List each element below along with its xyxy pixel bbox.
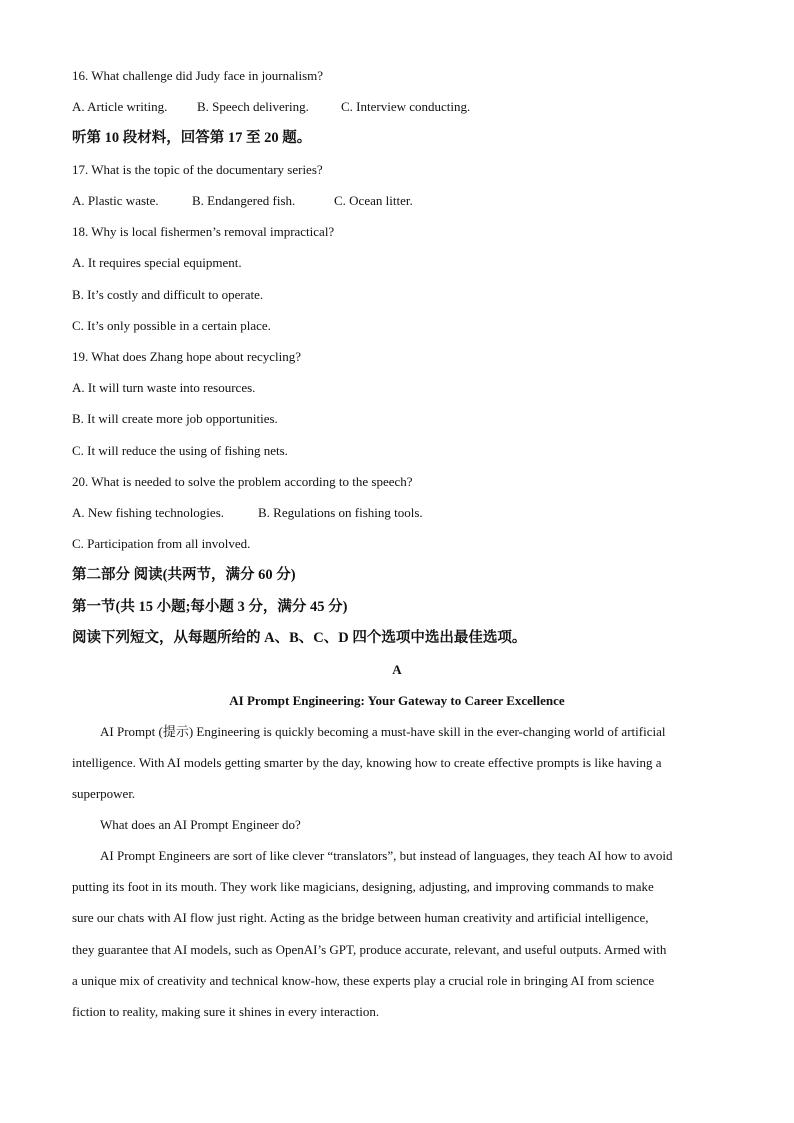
- question-18-option-a: A. It requires special equipment.: [72, 255, 242, 270]
- question-16-options: [72, 99, 470, 115]
- question-17-options: [72, 193, 413, 209]
- question-19-stem: 19. What does Zhang hope about recycling?: [72, 349, 301, 364]
- option-b: B. Speech delivering.: [197, 99, 309, 114]
- question-19-option-b: B. It will create more job opportunities.: [72, 411, 278, 426]
- option-c: C. Ocean litter.: [334, 193, 413, 208]
- question-17-stem: 17. What is the topic of the documentary series?: [72, 162, 323, 177]
- option-a: A. New fishing technologies.: [72, 505, 225, 520]
- option-a: A. Article writing.: [72, 99, 168, 114]
- passage-title: AI Prompt Engineering: Your Gateway to Career Excellence: [229, 693, 565, 708]
- paragraph-1-line-2: intelligence. With AI models getting smarter by the day, knowing how to create effective prompts is like having a: [72, 755, 662, 770]
- paragraph-3-line-4: they guarantee that AI models, such as OpenAI’s GPT, produce accurate, relevant, and useful outputs. Armed with: [72, 942, 667, 957]
- question-16-stem: 16. What challenge did Judy face in journalism?: [72, 68, 324, 83]
- part-2-heading: 第二部分 阅读(共两节，满分 60 分): [72, 567, 296, 583]
- question-18-option-b: B. It’s costly and difficult to operate.: [72, 287, 264, 302]
- passage-label: A: [392, 662, 402, 677]
- question-18-stem: 18. Why is local fishermen’s removal impractical?: [72, 224, 335, 239]
- paragraph-2: What does an AI Prompt Engineer do?: [100, 817, 301, 832]
- option-b: B. Regulations on fishing tools.: [258, 505, 423, 520]
- paragraph-3-line-1: AI Prompt Engineers are sort of like clever “translators”, but instead of languages, they teach AI how to avoid: [100, 848, 673, 863]
- question-20-stem: 20. What is needed to solve the problem according to the speech?: [72, 474, 413, 489]
- option-b: B. Endangered fish.: [192, 193, 296, 208]
- paragraph-1-line-3: superpower.: [72, 786, 136, 801]
- option-a: A. Plastic waste.: [72, 193, 159, 208]
- question-19-option-a: A. It will turn waste into resources.: [72, 380, 256, 395]
- section-10-heading: 听第 10 段材料，回答第 17 至 20 题。: [72, 130, 312, 146]
- question-19-option-c: C. It will reduce the using of fishing nets.: [72, 443, 288, 458]
- paragraph-3-line-3: sure our chats with AI flow just right. Acting as the bridge between human creativity and artificial intelligence,: [72, 910, 649, 925]
- question-20-option-c: C. Participation from all involved.: [72, 536, 251, 551]
- section-1-heading: 第一节(共 15 小题;每小题 3 分，满分 45 分): [72, 599, 348, 615]
- reading-instruction: 阅读下列短文，从每题所给的 A、B、C、D 四个选项中选出最佳选项。: [72, 630, 527, 646]
- option-c: C. Interview conducting.: [341, 99, 471, 114]
- paragraph-3-line-6: fiction to reality, making sure it shines in every interaction.: [72, 1004, 380, 1019]
- paragraph-1-line-1: AI Prompt (提示) Engineering is quickly becoming a must-have skill in the ever-changing world of artificial: [100, 724, 666, 739]
- paragraph-3-line-2: putting its foot in its mouth. They work like magicians, designing, adjusting, and improving commands to make: [72, 879, 654, 894]
- paragraph-3-line-5: a unique mix of creativity and technical know-how, these experts play a crucial role in bringing AI from science: [72, 973, 655, 988]
- question-18-option-c: C. It’s only possible in a certain place.: [72, 318, 271, 333]
- question-20-options: [72, 505, 423, 521]
